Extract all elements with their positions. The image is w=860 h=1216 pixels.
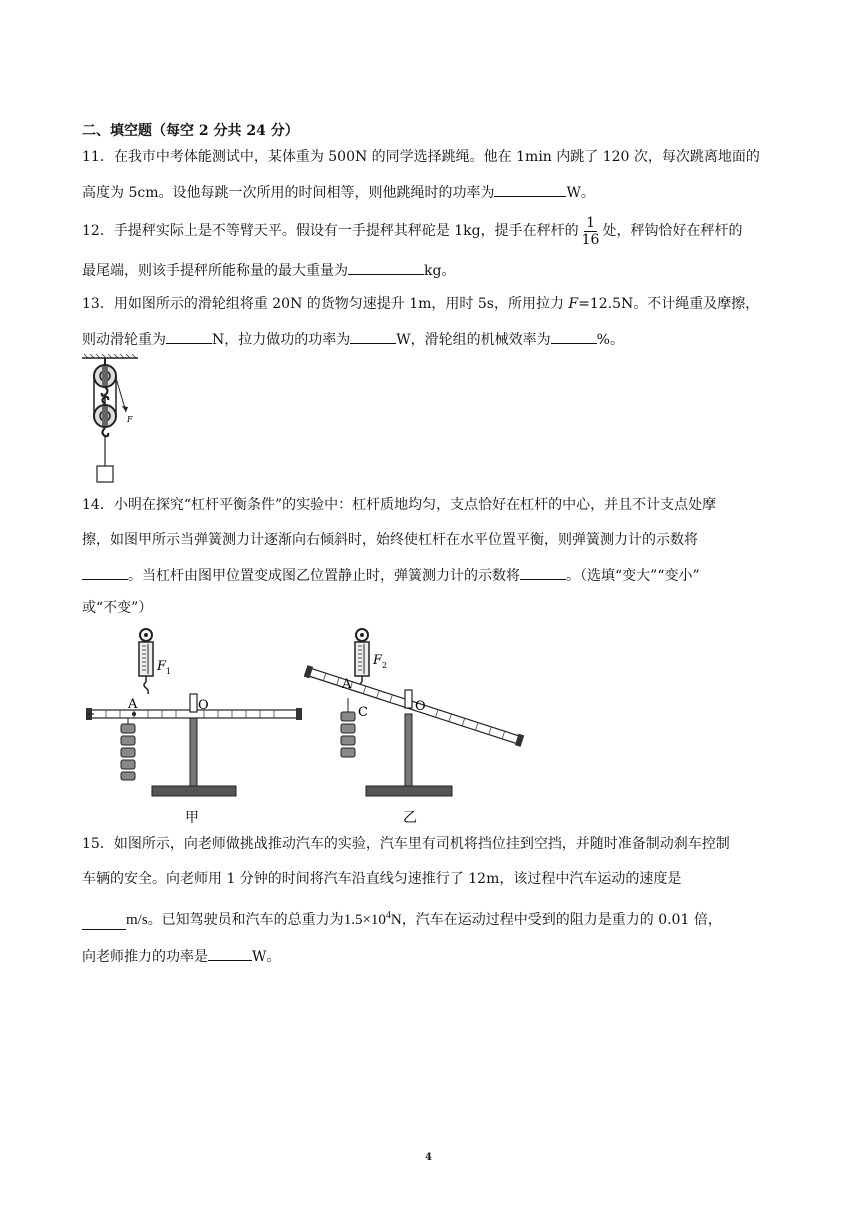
- q12-text2: 最尾端，则该手提秤所能称量的最大重量为: [82, 263, 348, 279]
- q13-text-a: 则动滑轮重为: [82, 332, 166, 348]
- page-number: 4: [425, 1152, 432, 1163]
- q13-blank-1[interactable]: [166, 329, 212, 344]
- q15-line2: 车辆的安全。向老师用 1 分钟的时间将汽车沿直线匀速推行了 12m，该过程中汽车运动的速度是: [82, 871, 682, 887]
- q14-line1: 14．小明在探究“杠杆平衡条件”的实验中：杠杆质地均匀，支点恰好在杠杆的中心，并且不计支点处摩: [82, 497, 717, 513]
- q12-answer-blank[interactable]: [348, 260, 424, 275]
- fig-b-caption: 乙: [403, 810, 417, 826]
- q13-text-c: W，滑轮组的机械效率为: [396, 332, 551, 348]
- q11-line1: 11．在我市中考体能测试中，某体重为 500N 的同学选择跳绳。他在 1min 内跳了 120 次，每次跳离地面的: [82, 149, 760, 165]
- q15-blank-2[interactable]: [208, 946, 252, 961]
- q13-text-post: =12.5N。不计绳重及摩擦，: [578, 296, 760, 312]
- q13-force-symbol: F: [568, 296, 579, 312]
- lever-figure-b: [304, 626, 534, 826]
- q15-speed-unit: m/s: [126, 912, 148, 928]
- q11-unit: W。: [566, 185, 595, 201]
- q11-answer-blank[interactable]: [494, 182, 566, 197]
- q14-line2: 擦，如图甲所示当弹簧测力计逐渐向右倾斜时，始终使杠杆在水平位置平衡，则弹簧测力计的示数将: [82, 532, 698, 548]
- q13-line1: [82, 294, 782, 314]
- q15-weight-exponent: 4: [385, 910, 391, 921]
- fig-b-force-label: F: [373, 653, 383, 668]
- q13-text: 13．用如图所示的滑轮组将重 20N 的货物匀速提升 1m，用时 5s，所用拉力: [82, 296, 569, 312]
- q13-blank-2[interactable]: [350, 329, 396, 344]
- q15-unit4: W。: [252, 949, 281, 965]
- q15-weight-unit: N: [390, 912, 402, 928]
- lever-figure-a: [84, 626, 304, 826]
- fig-a-label-A: A: [128, 697, 138, 712]
- q13-blank-3[interactable]: [551, 329, 597, 344]
- fig-a-label-O: O: [198, 698, 209, 713]
- fig-b-label-C: C: [358, 705, 368, 720]
- q13-text-d: %。: [596, 332, 624, 348]
- q14-blank-1[interactable]: [82, 565, 128, 580]
- q15-line4: [82, 946, 782, 967]
- q14-line4: 或“不变”）: [82, 600, 153, 616]
- q12-line1: [82, 212, 782, 250]
- q14-text-a: 。当杠杆由图甲位置变成图乙位置静止时，弹簧测力计的示数将: [128, 568, 520, 584]
- q12-unit: kg。: [424, 263, 456, 279]
- fig-a-force-label: F: [157, 659, 167, 674]
- fig-a-force-subscript: 1: [166, 667, 172, 676]
- fig-b-label-A: A: [342, 677, 352, 692]
- pulley-force-label: F: [127, 415, 133, 424]
- fig-b-label-O: O: [415, 699, 426, 714]
- q11-text: 高度为 5cm。设他每跳一次所用的时间相等，则他跳绳时的功率为: [82, 185, 495, 201]
- q15-blank-1[interactable]: [82, 915, 126, 930]
- q12-fraction: [582, 215, 600, 248]
- q14-line3: [82, 565, 782, 586]
- q12-line2: [82, 260, 782, 281]
- q15-text-post: ，汽车在运动过程中受到的阻力是重力的 0.01 倍，: [401, 912, 722, 928]
- fig-a-caption: 甲: [185, 810, 199, 826]
- q15-line3: [82, 906, 782, 930]
- q12-text-post: 处，秤钩恰好在秤杆的: [602, 223, 743, 239]
- q15-text4: 向老师推力的功率是: [82, 949, 208, 965]
- q15-line1: 15．如图所示，向老师做挑战推动汽车的实验，汽车里有司机将挡位挂到空挡，并随时准备制动刹车控制: [82, 836, 730, 852]
- section-title: 二、填空题（每空 2 分共 24 分）: [82, 123, 299, 139]
- q15-text-mid: 。已知驾驶员和汽车的总重力为: [147, 912, 344, 928]
- q12-text: 12．手提秤实际上是不等臂天平。假设有一手提秤其秤砣是 1kg，提手在秤杆的: [82, 223, 579, 239]
- pulley-figure: [80, 352, 150, 484]
- q14-blank-2[interactable]: [520, 565, 566, 580]
- q13-text-b: N，拉力做功的功率为: [212, 332, 351, 348]
- q11-line2: [82, 182, 782, 203]
- q12-frac-num: 1: [586, 214, 595, 231]
- q14-text-b: 。（选填“变大”“变小”: [566, 568, 700, 584]
- fig-b-force-subscript: 2: [382, 661, 388, 670]
- q15-weight-value: 1.5×10: [343, 912, 386, 928]
- q13-line2: [82, 329, 782, 350]
- q12-frac-den: 16: [581, 231, 600, 248]
